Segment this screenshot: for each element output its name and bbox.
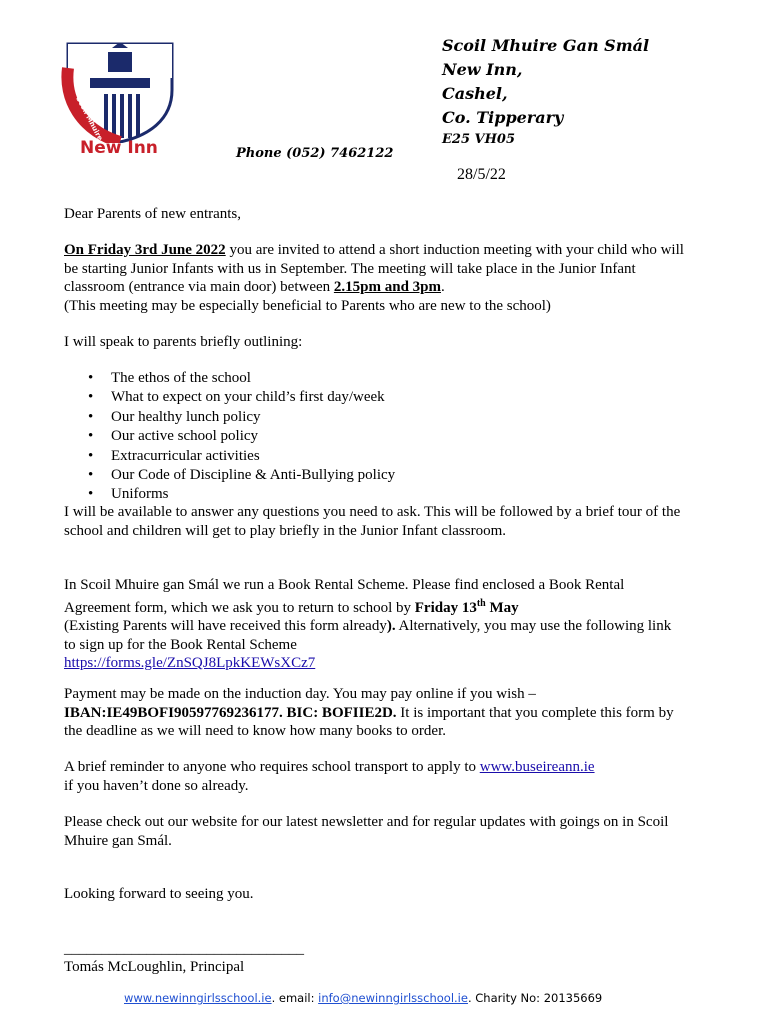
list-item: [64, 388, 684, 407]
address-town: New Inn,: [442, 60, 523, 79]
school-address: [442, 34, 649, 150]
transport-text-end: if you haven’t done so already.: [64, 777, 249, 794]
bullet-icon: •: [88, 428, 94, 445]
topics-list: [64, 369, 684, 505]
meeting-time: 2.15pm and 3pm: [333, 279, 441, 295]
note-close: ).: [386, 618, 396, 634]
invitation-period: .: [441, 279, 445, 295]
list-item: [64, 427, 684, 446]
logo-name-text: New Inn: [80, 138, 158, 158]
payment-text: Payment may be made on the induction day. You may pay online if you wish –: [64, 686, 536, 702]
address-school-name: Scoil Mhuire Gan Smál: [442, 36, 650, 55]
page-footer: [124, 991, 602, 1005]
bullet-icon: •: [88, 389, 94, 406]
paragraph-outline-intro: I will speak to parents briefly outlining:: [64, 334, 303, 350]
salutation: Dear Parents of new entrants,: [64, 206, 242, 222]
paragraph-website: Please check out our website for our latest newsletter and for regular updates with goings on in Scoil Mhuire gan Smál.: [64, 814, 669, 849]
closing-line: Looking forward to seeing you.: [64, 886, 254, 902]
list-item-text: The ethos of the school: [111, 370, 251, 386]
bullet-icon: •: [88, 486, 94, 503]
list-item: [64, 466, 684, 485]
list-item-text: Our active school policy: [111, 428, 259, 445]
school-phone: Phone (052) 7462122: [236, 146, 394, 161]
list-item-text: What to expect on your child’s first day/week: [111, 389, 385, 406]
invitation-note: (This meeting may be especially beneficial to Parents who are new to the school): [64, 297, 551, 314]
bullet-icon: •: [88, 447, 94, 464]
book-rental-text: In Scoil Mhuire gan Smál we run a Book Rental Scheme. Please find enclosed a Book Rental Agreement form, which we ask you to return to school by: [64, 577, 625, 616]
bullet-icon: •: [88, 408, 94, 425]
signatory-name: Tomás McLoughlin, Principal: [64, 959, 245, 975]
bullet-icon: •: [88, 370, 94, 386]
footer-website-link[interactable]: www.newinngirlsschool.ie: [124, 991, 272, 1005]
book-rental-link[interactable]: https://forms.gle/ZnSQJ8LpkKEWsXCz7: [64, 655, 316, 671]
footer-email-link[interactable]: info@newinngirlsschool.ie: [318, 991, 468, 1005]
existing-parents-note: (Existing Parents will have received this form already: [64, 618, 387, 634]
paragraph-invitation: [64, 241, 684, 315]
payment-deadline-text: It is important that you complete this form by the deadline as we will need to know how many books to order.: [64, 704, 674, 739]
bullet-icon: •: [88, 467, 94, 484]
paragraph-questions: I will be available to answer any questions you need to ask. This will be followed by a brief tour of the school and children will get to play briefly in the Junior Infant classroom.: [64, 504, 681, 539]
school-logo: [60, 38, 180, 168]
footer-email-label: . email:: [271, 991, 319, 1005]
footer-charity-number: . Charity No: 20135669: [467, 991, 603, 1005]
list-item: [64, 408, 684, 427]
alternative-text: Alternatively, you may use the following link to sign up for the Book Rental Scheme: [64, 618, 672, 653]
signature-line: ________________________________: [64, 941, 304, 957]
meeting-date: On Friday 3rd June 2022: [64, 242, 226, 258]
address-city: Cashel,: [442, 84, 508, 103]
deadline-date: Friday 13th May: [414, 597, 519, 616]
buseireann-link[interactable]: www.buseireann.ie: [479, 759, 595, 775]
address-county: Co. Tipperary: [442, 108, 564, 127]
list-item-text: Our Code of Discipline & Anti-Bullying policy: [111, 467, 396, 484]
list-item-text: Uniforms: [111, 486, 169, 503]
letter-date: 28/5/22: [457, 166, 506, 183]
list-item: [64, 447, 684, 466]
paragraph-book-rental: [64, 576, 684, 673]
list-item-text: Our healthy lunch policy: [111, 408, 261, 425]
bank-details: IBAN:IE49BOFI90597769236177. BIC: BOFIIE2D.: [64, 704, 397, 721]
list-item: [64, 485, 684, 504]
address-eircode: E25 VH05: [442, 132, 515, 147]
transport-text: A brief reminder to anyone who requires school transport to apply to: [64, 759, 480, 775]
list-item: [64, 369, 684, 388]
paragraph-transport: [64, 758, 684, 795]
paragraph-payment: [64, 685, 684, 741]
list-item-text: Extracurricular activities: [111, 447, 260, 464]
svg-text:Scoil Mhuire: Scoil Mhuire: [74, 95, 105, 143]
invitation-text: you are invited to attend a short induction meeting with your child who will be starting Junior Infants with us in September. The meeting will take place in the Junior Infant classroom (entrance via main door) between: [64, 242, 684, 295]
school-crest-icon: [60, 38, 180, 143]
